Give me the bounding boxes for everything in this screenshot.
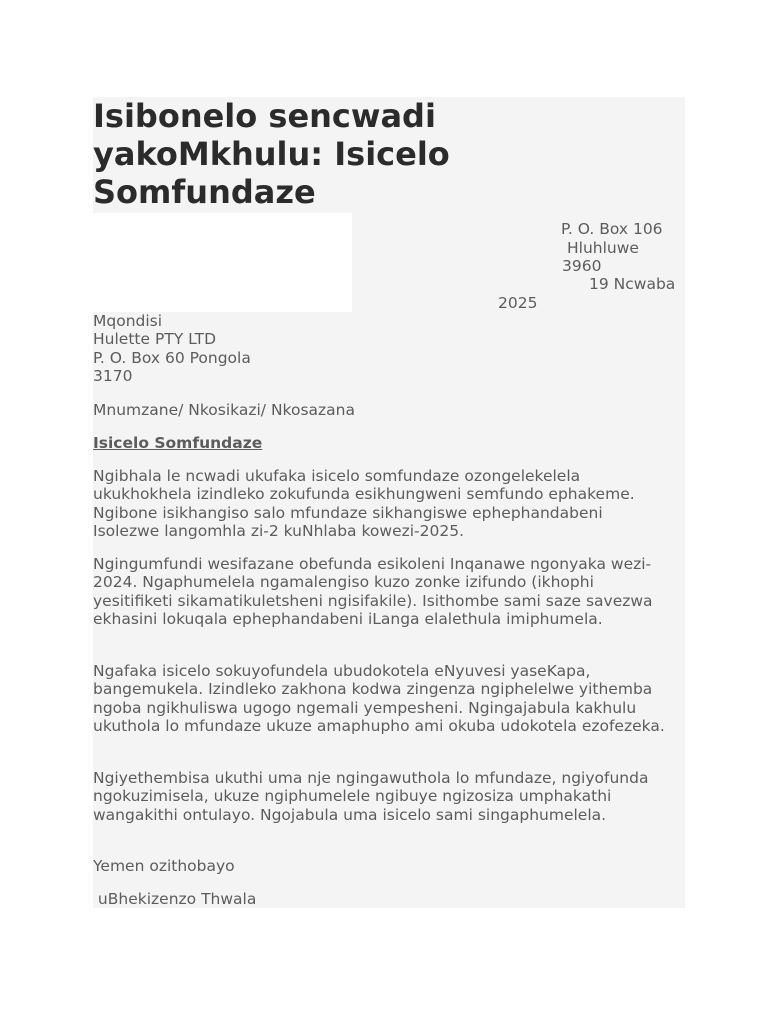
- signature: uBhekizenzo Thwala: [93, 890, 257, 908]
- paragraph-3: Ngafaka isicelo sokuyofundela ubudokotela eNyuvesi yaseKapa, bangemukela. Izindleko zakhona kodwa zingenza ngiphelelwe yithemba ngoba ngikhuliswa ugogo ngemali yempesheni. Ngingajabula kakhulu ukuthola lo mfundaze ukuze amaphupho ami okuba udokotela ezofezeka.: [93, 662, 665, 735]
- paragraph-1: Ngibhala le ncwadi ukufaka isicelo somfundaze ozongelekelela ukukhokhela izindleko zokufunda esikhungweni semfundo ephakeme. Ngibone isikhangiso salo mfundaze sikhangiswe ephephandabeni Isolezwe langomhla zi-2 kuNhlaba kowezi-2025.: [93, 467, 635, 540]
- recipient-name: Mqondisi: [93, 312, 163, 330]
- letter-date-day-month: 19 Ncwaba: [589, 275, 676, 293]
- sender-code: 3960: [562, 257, 602, 275]
- letter-date-year: 2025: [498, 294, 538, 312]
- page-title: Isibonelo sencwadi yakoMkhulu: Isicelo Somfundaze: [93, 97, 450, 211]
- sender-town: Hluhluwe: [567, 239, 639, 257]
- recipient-box: P. O. Box 60 Pongola: [93, 348, 251, 367]
- blank-placeholder-box: [93, 213, 352, 312]
- subject-line: Isicelo Somfundaze: [93, 434, 263, 452]
- closing: Yemen ozithobayo: [93, 857, 235, 875]
- paragraph-2: Ngingumfundi wesifazane obefunda esikoleni Inqanawe ngonyaka wezi-2024. Ngaphumelela ngamalengiso kuzo zonke izifundo (ikhophi yesitifiketi sikamatikuletsheni ngisifakile). Isithombe sami saze savezwa ekhasini lokuqala ephephandabeni iLanga elalethula imiphumela.: [93, 555, 653, 628]
- recipient-address: [93, 312, 673, 385]
- sender-box: P. O. Box 106: [561, 220, 663, 238]
- paragraph-4: Ngiyethembisa ukuthi uma nje ngingawuthola lo mfundaze, ngiyofunda ngokuzimisela, ukuze ngiphumelele ngibuye ngizosiza umphakathi wangakithi ontulayo. Ngojabula uma isicelo sami singaphumelela.: [93, 769, 649, 824]
- salutation: Mnumzane/ Nkosikazi/ Nkosazana: [93, 401, 355, 419]
- recipient-company: Hulette PTY LTD: [93, 330, 217, 349]
- recipient-code: 3170: [93, 366, 133, 385]
